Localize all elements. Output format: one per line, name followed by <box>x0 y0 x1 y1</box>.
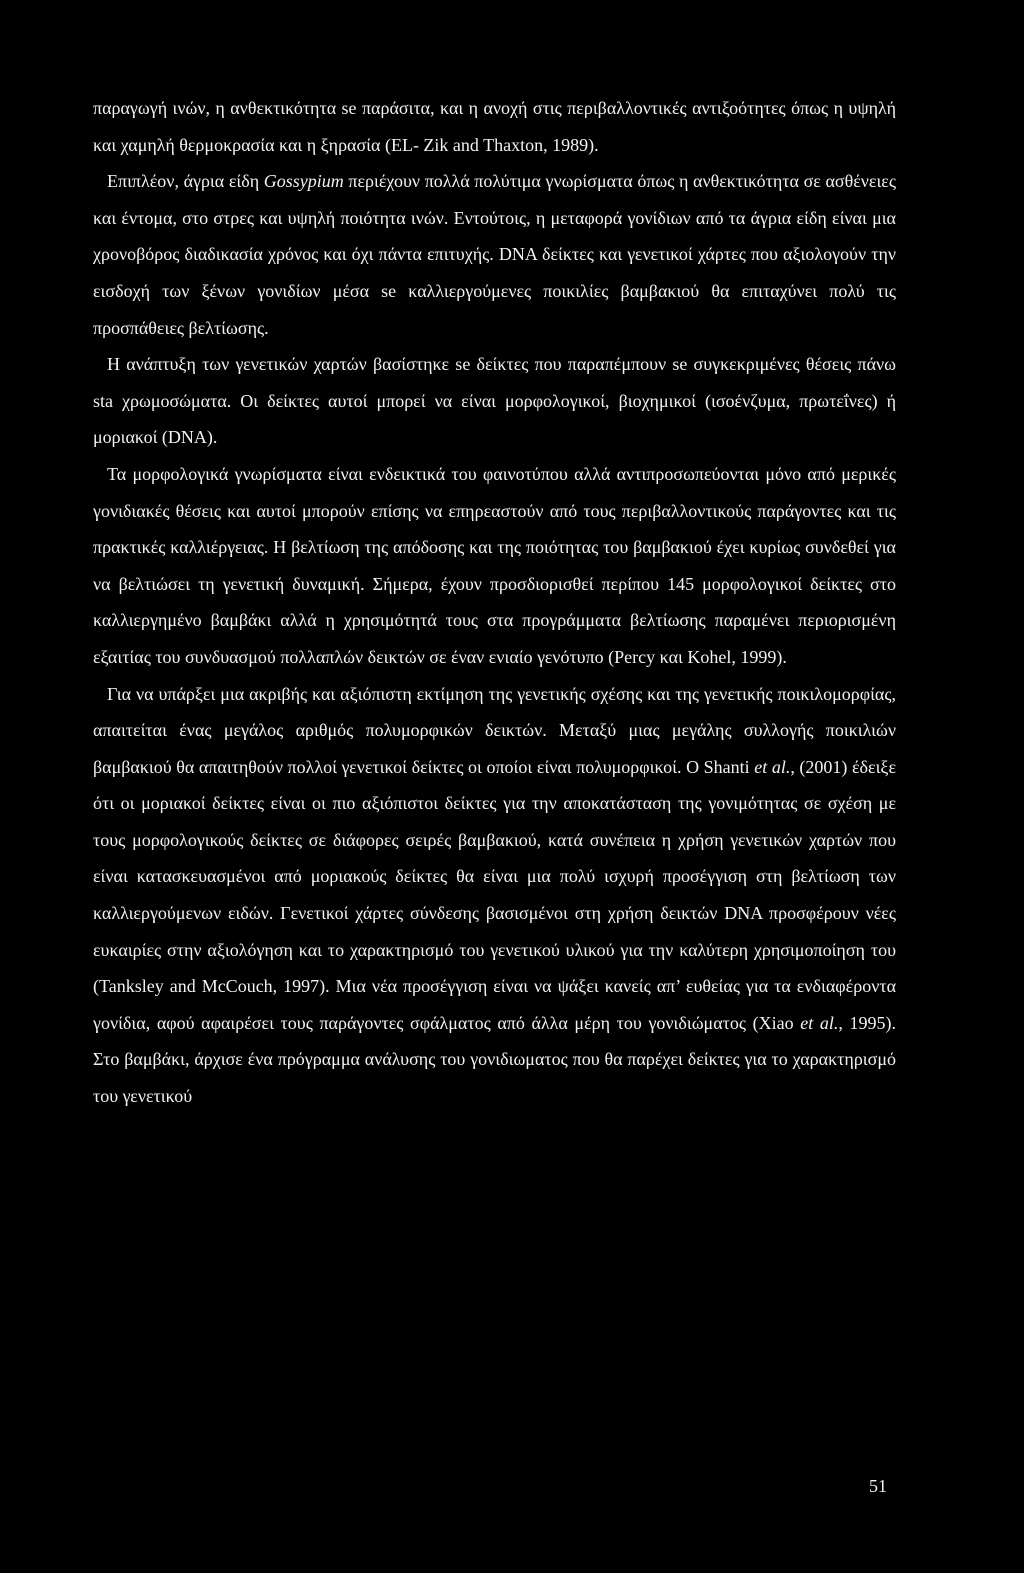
page-number: 51 <box>869 1476 887 1496</box>
paragraph-3-text: Η ανάπτυξη των γενετικών χαρτών βασίστηκε se δείκτες που παραπέμπουν se συγκεκριμένες θέσεις πάνω sta χρωμοσώματα. Οι δείκτες αυτοί μπορεί να είναι μορφολογικοί, βιοχημικοί (ισοένζυμα, πρωτεΐνες) ή μοριακοί (DNA). <box>93 354 896 448</box>
text-body <box>93 90 896 1115</box>
paragraph-5 <box>93 676 896 1115</box>
paragraph-5-italic-et-al-1: et al. <box>754 756 791 777</box>
paragraph-2-text-a: Επιπλέον, άγρια είδη <box>107 171 264 192</box>
paragraph-5-text-c: , 1995). Στο βαμβάκι, άρχισε ένα πρόγραμμα ανάλυσης του γονιδιωματος που θα παρέχει δείκτες για το χαρακτηρισμό του γενετικού <box>93 1012 896 1107</box>
paragraph-4 <box>93 456 896 676</box>
paragraph-1 <box>93 90 896 163</box>
paragraph-2-text-b: περιέχουν πολλά πολύτιμα γνωρίσματα όπως η ανθεκτικότητα σε ασθένειες και έντομα, στο στρες και υψηλή ποιότητα ινών. Εντούτοις, η μεταφορά γονίδιων από τα άγρια είδη είναι μια χρονοβόρος διαδικασία χρόνος και όχι πάντα επιτυχής. DNA δείκτες και γενετικοί χάρτες που αξιολογούν την εισδοχή των ξένων γονιδίων μέσα se καλλιεργούμενες ποικιλίες βαμβακιού θα επιταχύνει πολύ τις προσπάθειες βελτίωσης. <box>93 171 896 338</box>
paragraph-2 <box>93 163 896 346</box>
paragraph-5-text-a: Για να υπάρξει μια ακριβής και αξιόπιστη εκτίμηση της γενετικής σχέσης και της γενετικής ποικιλομορφίας, απαιτείται ένας μεγάλος αριθμός πολυμορφικών δεικτών. Μεταξύ μιας μεγάλης συλλογής ποικιλιών βαμβακιού θα απαιτηθούν πολλοί γενετικοί δείκτες οι οποίοι είναι πολυμορφικοί. O Shanti <box>93 683 896 777</box>
paragraph-5-text-b: , (2001) έδειξε ότι οι μοριακοί δείκτες είναι οι πιο αξιόπιστοι δείκτες για την αποκατάσταση της γονιμότητας σε σχέση με τους μορφολογικούς δείκτες σε διάφορες σειρές βαμβακιού, κατά συνέπεια η χρήση γενετικών χαρτών που είναι κατασκευασμένοι από μοριακούς δείκτες θα είναι μια πολύ ισχυρή προσέγγιση στη βελτίωση των καλλιεργούμενων ειδών. Γενετικοί χάρτες σύνδεσης βασισμένοι στη χρήση δεικτών DNA προσφέρουν νέες ευκαιρίες στην αξιολόγηση και το χαρακτηρισμό του γενετικού υλικού για την καλύτερη χρησιμοποίηση του (Tanksley and McCouch, 1997). Μια νέα προσέγγιση είναι να ψάξει κανείς απ’ ευθείας για τα ενδιαφέροντα γονίδια, αφού αφαιρέσει τους παράγοντες σφάλματος από άλλα μέρη του γονιδιώματος (Xiao <box>93 756 896 1033</box>
paragraph-4-text: Τα μορφολογικά γνωρίσματα είναι ενδεικτικά του φαινοτύπου αλλά αντιπροσωπεύονται μόνο από μερικές γονιδιακές θέσεις και αυτοί μπορούν επίσης να επηρεαστούν από τους περιβαλλοντικούς παράγοντες και τις πρακτικές καλλιέργειας. Η βελτίωση της απόδοσης και της ποιότητας του βαμβακιού έχει κυρίως συνδεθεί για να βελτιώσει τη γενετική δυναμική. Σήμερα, έχουν προσδιορισθεί περίπου 145 μορφολογικοί δείκτες στο καλλιεργημένο βαμβάκι αλλά η χρησιμότητά τους στα προγράμματα βελτίωσης παραμένει περιορισμένη εξαιτίας του συνδυασμού πολλαπλών δεικτών σε έναν ενιαίο γενότυπο (Percy και Kohel, 1999). <box>93 463 896 667</box>
paragraph-5-italic-et-al-2: et al. <box>800 1012 839 1033</box>
paragraph-3 <box>93 346 896 456</box>
paragraph-2-italic-genus: Gossypium <box>263 171 344 192</box>
paragraph-1-text: παραγωγή ινών, η ανθεκτικότητα se παράσιτα, και η ανοχή στις περιβαλλοντικές αντιξοότητες όπως η υψηλή και χαμηλή θερμοκρασία και η ξηρασία (EL- Zik and Thaxton, 1989). <box>93 98 896 155</box>
